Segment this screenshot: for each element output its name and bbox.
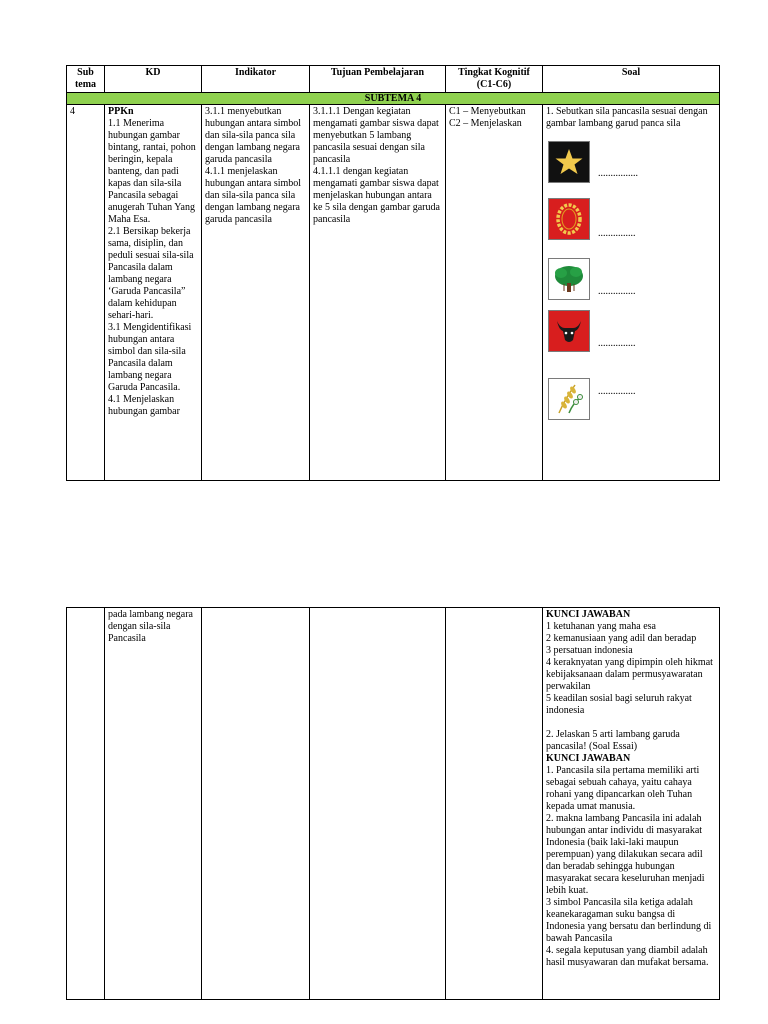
tujuan-cell <box>310 105 446 481</box>
answer-blank: ............... <box>598 286 636 297</box>
lesson-plan-table <box>66 65 720 481</box>
kd-line: 3.1 Mengidentifikasi hubungan antara simbol dan sila-sila Pancasila dalam lambang negara Garuda Pancasila. <box>108 322 192 393</box>
tingkat-cell <box>446 608 543 1000</box>
kd-cell <box>105 105 202 481</box>
rice-cotton-icon <box>548 378 590 420</box>
soal-cell <box>543 105 720 481</box>
header-tujuan: Tujuan Pembelajaran <box>310 66 446 93</box>
soal-cell <box>543 608 720 1000</box>
indikator-cell <box>202 105 310 481</box>
kunci-jawaban-title: KUNCI JAWABAN <box>546 753 631 764</box>
answer-blank: ............... <box>598 386 636 397</box>
symbol-item <box>546 378 716 426</box>
kd-line: 1.1 Menerima hubungan gambar bintang, rantai, pohon beringin, kepala banteng, dan padi kapas dan sila-sila Pancasila sebagai anugerah Tuhan Yang Maha Esa. <box>108 118 196 225</box>
indikator-item: 4.1.1 menjelaskan hubungan antara simbol dan sila-sila panca sila dengan lambang negara garuda pancasila <box>205 166 302 225</box>
kunci-essay-item: 4. segala keputusan yang diambil adalah hasil musyawaran dan mufakat bersama. <box>546 945 709 968</box>
answer-blank: ................ <box>598 168 638 179</box>
essay-question: 2. Jelaskan 5 arti lambang garuda pancasila! (Soal Essai) <box>546 729 680 752</box>
header-indikator: Indikator <box>202 66 310 93</box>
tujuan-item: 4.1.1.1 dengan kegiatan mengamati gambar siswa dapat menjelaskan hubungan antara ke 5 sila dengan gambar garuda pancasila <box>313 166 440 225</box>
bull-head-icon <box>548 310 590 352</box>
header-soal: Soal <box>543 66 720 93</box>
header-tingkat-kognitif: Tingkat Kognitif (C1-C6) <box>446 66 543 93</box>
answer-blank: ............... <box>598 338 636 349</box>
kunci-item: 5 keadilan sosial bagi seluruh rakyat indonesia <box>546 693 692 716</box>
tujuan-item: 3.1.1.1 Dengan kegiatan mengamati gambar siswa dapat menyebutkan 5 lambang pancasila sesuai dengan sila pancasila <box>313 106 439 165</box>
table-row <box>67 608 720 1000</box>
tujuan-cell <box>310 608 446 1000</box>
indikator-item: 3.1.1 menyebutkan hubungan antara simbol dan sila-sila panca sila dengan lambang negara garuda pancasila <box>205 106 302 165</box>
tingkat-item: C1 – Menyebutkan <box>449 106 526 117</box>
answer-blank: ............... <box>598 228 636 239</box>
kunci-essay-item: 3 simbol Pancasila sila ketiga adalah keanekaragaman suku bangsa di Indonesia yang bersatu dan berlindung di bawah Pancasila <box>546 897 712 944</box>
kd-title: PPKn <box>108 106 134 117</box>
lesson-plan-table-continued <box>66 607 720 1000</box>
kd-line: 4.1 Menjelaskan hubungan gambar <box>108 394 180 417</box>
indikator-cell <box>202 608 310 1000</box>
symbol-item <box>546 198 716 258</box>
kunci-jawaban-title: KUNCI JAWABAN <box>546 609 631 620</box>
kd-line-garuda: ‘Garuda Pancasila” <box>108 286 186 297</box>
chain-icon <box>548 198 590 240</box>
kunci-item: 1 ketuhanan yang maha esa <box>546 621 656 632</box>
subtema-cell <box>67 608 105 1000</box>
header-row <box>67 66 720 93</box>
kunci-item: 2 kemanusiaan yang adil dan beradap <box>546 633 697 644</box>
soal-question: 1. Sebutkan sila pancasila sesuai dengan gambar lambang garud panca sila <box>546 106 708 129</box>
kunci-essay-item: 1. Pancasila sila pertama memiliki arti sebagai sebuah cahaya, yaitu cahaya rohani yang dipancarkan oleh Tuhan kepada umat manusia. <box>546 765 700 812</box>
header-subtema: Sub tema <box>67 66 105 93</box>
tingkat-item: C2 – Menjelaskan <box>449 118 522 129</box>
kunci-item: 4 keraknyatan yang dipimpin oleh hikmat kebijaksanaan dalam permusyawaratan perwakilan <box>546 657 713 692</box>
tingkat-cell <box>446 105 543 481</box>
kd-cell <box>105 608 202 1000</box>
kd-line: dalam kehidupan sehari-hari. <box>108 298 177 321</box>
kd-continued: pada lambang negara dengan sila-sila Pancasila <box>108 609 193 644</box>
subtema-cell: 4 <box>67 105 105 481</box>
table-row <box>67 105 720 481</box>
symbol-item <box>546 258 716 310</box>
header-kd: KD <box>105 66 202 93</box>
subtema-banner: SUBTEMA 4 <box>67 93 720 105</box>
symbol-item <box>546 310 716 378</box>
kd-line: 2.1 Bersikap bekerja sama, disiplin, dan peduli sesuai sila-sila Pancasila dalam lambang negara <box>108 226 194 285</box>
symbol-list <box>546 138 716 426</box>
symbol-item <box>546 138 716 198</box>
star-icon <box>548 141 590 183</box>
banyan-tree-icon <box>548 258 590 300</box>
kunci-item: 3 persatuan indonesia <box>546 645 633 656</box>
kunci-essay-item: 2. makna lambang Pancasila ini adalah hubungan antar individu di masyarakat Indonesia (baik laki-laki maupun perempuan) yang dilakukan secara adil dan beradab sehingga hubungan masyarakat secara keseluruhan menjadi lebih kuat. <box>546 813 705 896</box>
subtema-banner-row <box>67 93 720 105</box>
